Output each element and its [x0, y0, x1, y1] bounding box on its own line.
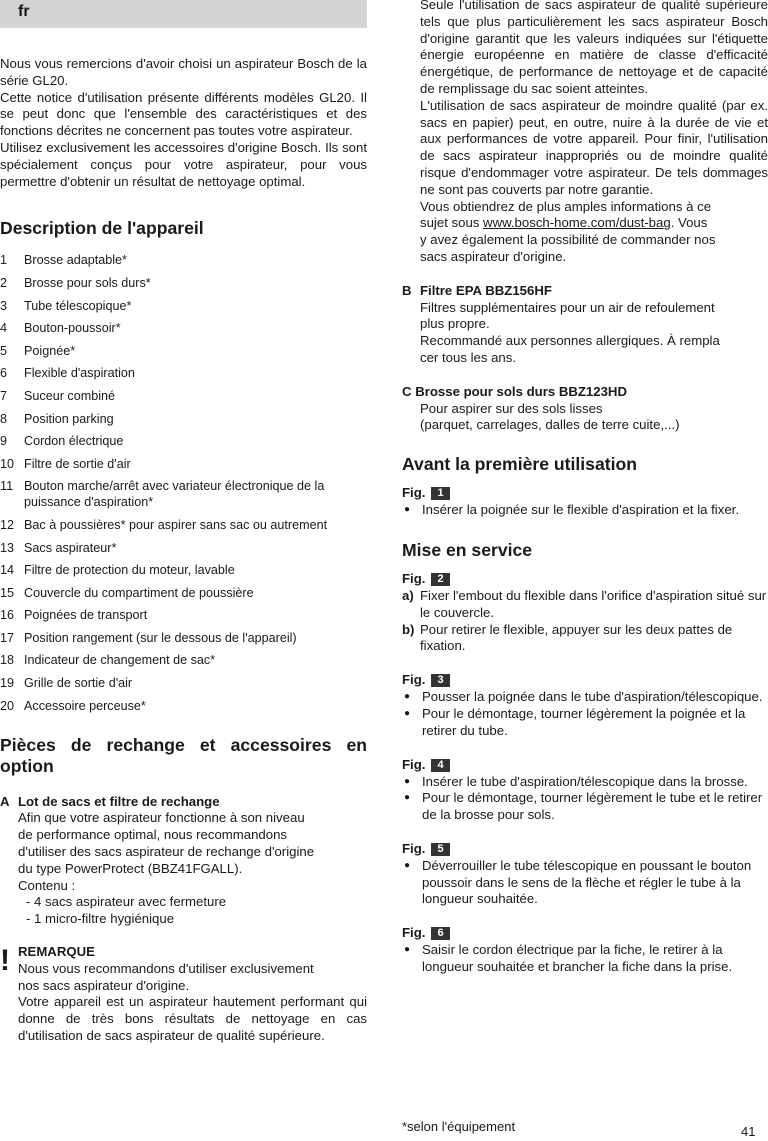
footnote: *selon l'équipement [402, 1119, 516, 1134]
item-label: Bouton-poussoir* [24, 321, 121, 336]
bullet-icon: ● [404, 792, 411, 804]
text-line: Afin que votre aspirateur fonctionne à son niveau [18, 810, 305, 826]
item-label: Position rangement (sur le dessous de l'appareil) [24, 630, 297, 645]
figure-number: 5 [431, 843, 449, 856]
option-b [402, 283, 768, 367]
item-number: 5 [0, 343, 8, 358]
item-number: 2 [0, 275, 8, 290]
description-heading: Description de l'appareil [0, 218, 204, 239]
text-line: de performance optimal, nous recommandons [18, 827, 288, 843]
bullet-item [402, 689, 768, 706]
bullet-icon: ● [404, 707, 411, 719]
item-label: Cordon électrique [24, 434, 124, 449]
bullet-item [402, 942, 768, 976]
figure-ref [402, 841, 768, 858]
item-number: 14 [0, 563, 15, 578]
option-b-title: Filtre EPA BBZ156HF [420, 282, 552, 298]
intro-paragraph: Utilisez exclusivement les accessoires d'origine Bosch. Ils sont spécialement conçus pour votre aspirateur, pour vous permettre d'obtenir un résultat de nettoyage optimal. [0, 139, 367, 189]
item-label: Couvercle du compartiment de poussière [24, 585, 254, 600]
item-number: 19 [0, 676, 15, 691]
item-number: 9 [0, 434, 8, 449]
figure-label: Fig. [402, 756, 426, 772]
list-item [0, 298, 367, 314]
figure-number: 6 [431, 927, 449, 940]
page-number: 41 [741, 1124, 756, 1139]
figure-label: Fig. [402, 571, 426, 587]
item-number: 6 [0, 366, 8, 381]
warning-title: REMARQUE [18, 944, 95, 960]
item-number: 4 [0, 321, 8, 336]
list-item [0, 517, 367, 533]
option-a-key: A [0, 793, 10, 809]
bullet-text: Pour le démontage, tourner légèrement la poignée et la retirer du tube. [422, 705, 746, 738]
bullet-text: Pour le démontage, tourner légèrement le tube et le retirer de la brosse pour sols. [422, 790, 763, 823]
language-header [0, 0, 367, 28]
figure-label: Fig. [402, 925, 426, 941]
language-code: fr [18, 3, 30, 20]
option-a [0, 794, 367, 928]
text-line [420, 215, 768, 232]
list-item [0, 540, 367, 556]
step-key: a) [402, 587, 414, 603]
intro-paragraph: Cette notice d'utilisation présente différents modèles GL20. Il se peut donc que l'ensemble des caractéristiques et des fonctions décrites ne concernent pas toutes votre aspirateur. [0, 89, 367, 139]
text-line: Filtres supplémentaires pour un air de refoulement [420, 299, 715, 315]
item-label: Indicateur de changement de sac* [24, 653, 216, 668]
item-label: Accessoire perceuse* [24, 698, 146, 713]
bullet-text: Saisir le cordon électrique par la fiche, le retirer à la longueur souhaitée et brancher la fiche dans la prise. [422, 942, 733, 975]
figure-ref [402, 757, 768, 774]
item-label: Filtre de protection du moteur, lavable [24, 563, 235, 578]
item-number: 11 [0, 479, 14, 494]
bullet-icon: ● [404, 859, 411, 871]
bullet-text: Insérer le tube d'aspiration/télescopique dans la brosse. [422, 773, 748, 789]
item-number: 1 [0, 253, 8, 268]
bullet-item [402, 706, 768, 740]
list-item [0, 607, 367, 623]
item-number: 10 [0, 456, 15, 471]
item-number: 13 [0, 540, 15, 555]
text-line: nos sacs aspirateur d'origine. [18, 977, 190, 993]
option-b-key: B [402, 282, 412, 298]
figure-number: 3 [431, 674, 449, 687]
step-item [402, 622, 768, 656]
list-item [0, 388, 367, 404]
text-line: - 4 sacs aspirateur avec fermeture [26, 894, 227, 910]
item-number: 17 [0, 630, 15, 645]
warning-note [0, 944, 367, 1045]
list-item [0, 562, 367, 578]
bullet-item [402, 774, 768, 791]
step-key: b) [402, 621, 415, 637]
first-use-heading: Avant la première utilisation [402, 454, 637, 475]
bullet-item [402, 502, 768, 519]
option-c [402, 384, 768, 434]
item-number: 20 [0, 698, 15, 713]
list-item [0, 275, 367, 291]
text-paragraph: Seule l'utilisation de sacs aspirateur de qualité supérieure tels que plus particulièrement les sacs aspirateur Bosch d'origine garantit que les valeurs indiquées sur l'étiquette énergie européenne en matière de classe d'efficacité énergétique, de performance de nettoyage et de capacité de remplissage du sac soient atteintes. [420, 0, 768, 96]
figure-ref [402, 925, 768, 942]
text-line: sacs aspirateur d'origine. [420, 248, 567, 264]
item-label: Flexible d'aspiration [24, 366, 135, 381]
text-line: (parquet, carrelages, dalles de terre cuite,...) [420, 417, 680, 433]
bullet-icon: ● [404, 691, 411, 703]
item-label: Tube télescopique* [24, 298, 132, 313]
list-item [0, 320, 367, 336]
bullet-item [402, 858, 768, 908]
figure-number: 4 [431, 759, 449, 772]
list-item [0, 630, 367, 646]
item-number: 3 [0, 298, 8, 313]
figure-label: Fig. [402, 672, 426, 688]
text-line: plus propre. [420, 316, 490, 332]
warning-icon: ! [0, 944, 10, 978]
text-line: Pour aspirer sur des sols lisses [420, 400, 603, 416]
dust-bag-link[interactable]: www.bosch-home.com/dust-bag [483, 215, 671, 231]
item-number: 7 [0, 388, 8, 403]
item-label: Brosse adaptable* [24, 253, 127, 268]
figure-ref [402, 485, 768, 502]
figure-label: Fig. [402, 485, 426, 501]
item-label: Sacs aspirateur* [24, 540, 117, 555]
list-item [0, 456, 367, 472]
text-paragraph: L'utilisation de sacs aspirateur de moindre qualité (par ex. sacs en papier) peut, en outre, nuire à la durée de vie et aux performances de votre appareil. Pour finir, l'utilisation de sacs aspirateur inappropriés ou de moindre qualité risque d'endommager votre aspirateur. De tels dommages ne sont pas couverts par notre garantie. [420, 97, 768, 197]
intro-paragraph: Nous vous remercions d'avoir choisi un aspirateur Bosch de la série GL20. [0, 56, 367, 88]
item-label: Bouton marche/arrêt avec variateur électronique de la puissance d'aspiration* [24, 479, 325, 510]
list-item [0, 411, 367, 427]
item-label: Bac à poussières* pour aspirer sans sac ou autrement [24, 517, 328, 532]
left-column [0, 56, 367, 1045]
text-span: . Vous [670, 215, 708, 231]
parts-list [0, 252, 367, 713]
text-line: - 1 micro-filtre hygiénique [26, 911, 175, 927]
item-label: Poignée* [24, 343, 76, 358]
item-label: Position parking [24, 411, 114, 426]
list-item [0, 252, 367, 268]
spares-heading: Pièces de rechange et accessoires en option [0, 734, 367, 776]
bullet-item [402, 790, 768, 824]
figure-number: 2 [431, 573, 449, 586]
list-item [0, 478, 367, 510]
bullet-icon: ● [404, 775, 411, 787]
step-item [402, 588, 768, 622]
text-line: d'utiliser des sacs aspirateur de rechange d'origine [18, 844, 315, 860]
list-item [0, 585, 367, 601]
item-label: Poignées de transport [24, 608, 148, 623]
item-number: 18 [0, 653, 15, 668]
step-text: Fixer l'embout du flexible dans l'orifice d'aspiration situé sur le couvercle. [420, 587, 767, 620]
step-text: Pour retirer le flexible, appuyer sur les deux pattes de fixation. [420, 621, 733, 654]
bullet-text: Déverrouiller le tube télescopique en poussant le bouton poussoir dans le sens de la flèche et régler le tube à la longueur souhaitée. [422, 857, 752, 907]
figure-ref [402, 672, 768, 689]
bullet-icon: ● [404, 944, 411, 956]
text-line: y avez également la possibilité de commander nos [420, 232, 716, 248]
item-label: Grille de sortie d'air [24, 676, 133, 691]
list-item [0, 433, 367, 449]
text-paragraph: Votre appareil est un aspirateur hautement performant qui donne de très bons résultats de nettoyage en cas d'utilisation de sacs aspirateur de qualité supérieure. [18, 994, 367, 1044]
text-line: Recommandé aux personnes allergiques. À rempla [420, 333, 720, 349]
text-span: sujet sous [420, 215, 484, 231]
item-label: Brosse pour sols durs* [24, 275, 151, 290]
text-line: Vous obtiendrez de plus amples informations à ce [420, 198, 712, 214]
figure-label: Fig. [402, 840, 426, 856]
bullet-text: Pousser la poignée dans le tube d'aspiration/télescopique. [422, 689, 763, 705]
text-line: cer tous les ans. [420, 349, 517, 365]
list-item [0, 365, 367, 381]
bullet-icon: ● [404, 504, 411, 516]
bullet-text: Insérer la poignée sur le flexible d'aspiration et la fixer. [422, 502, 739, 518]
text-line: du type PowerProtect (BBZ41FGALL). [18, 860, 243, 876]
item-number: 12 [0, 517, 15, 532]
item-label: Suceur combiné [24, 388, 116, 403]
item-number: 8 [0, 411, 8, 426]
figure-ref [402, 571, 768, 588]
list-item [0, 343, 367, 359]
list-item [0, 652, 367, 668]
right-column [402, 0, 768, 976]
text-line: Nous vous recommandons d'utiliser exclusivement [18, 960, 314, 976]
list-item [0, 698, 367, 714]
figure-number: 1 [431, 487, 449, 500]
item-number: 15 [0, 585, 15, 600]
list-item [0, 675, 367, 691]
service-heading: Mise en service [402, 539, 533, 560]
option-a-title: Lot de sacs et filtre de rechange [18, 793, 220, 809]
item-number: 16 [0, 608, 15, 623]
text-line: Contenu : [18, 877, 76, 893]
option-c-title: C Brosse pour sols durs BBZ123HD [402, 383, 627, 399]
item-label: Filtre de sortie d'air [24, 456, 131, 471]
